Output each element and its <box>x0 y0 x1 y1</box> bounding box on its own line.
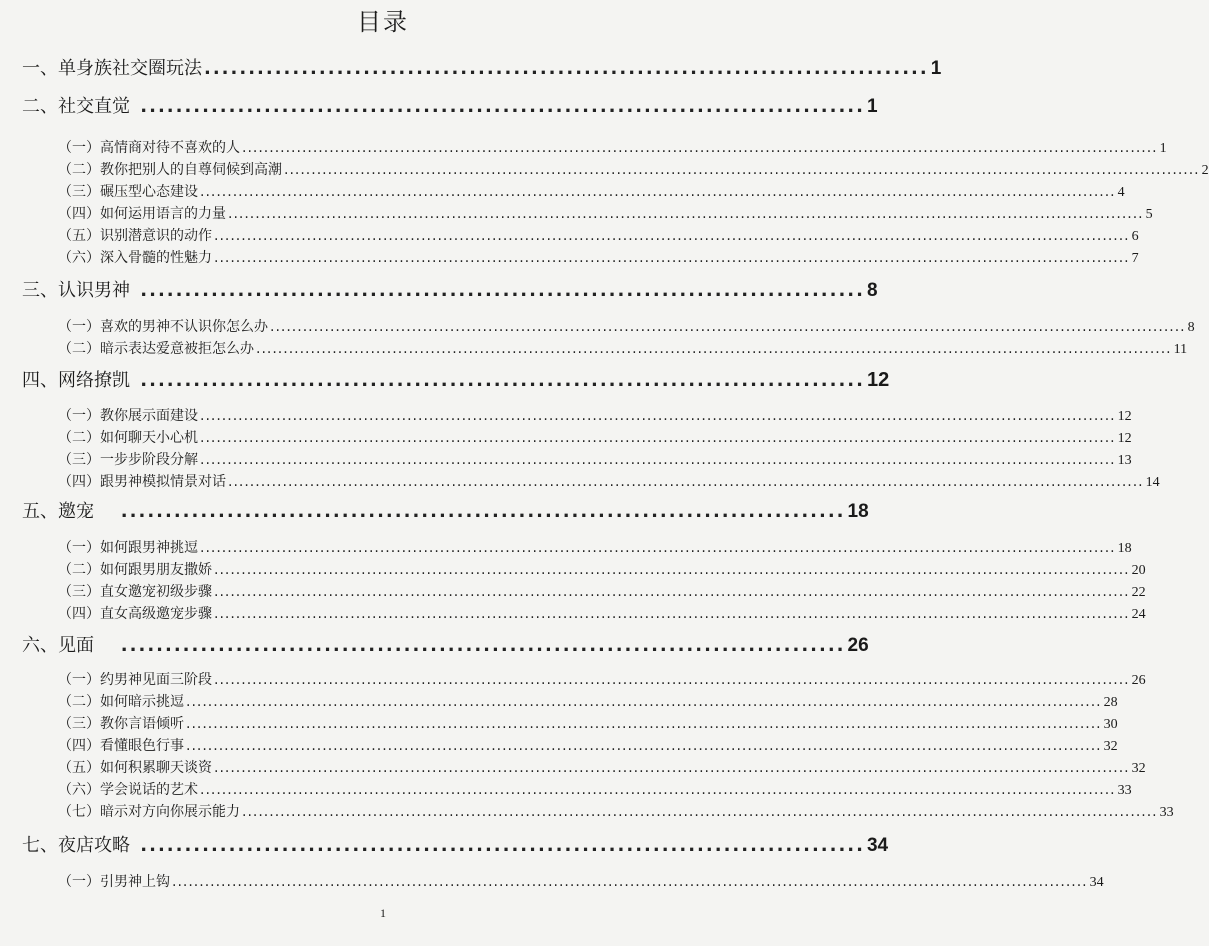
leader-dots: ........................................................................................................................................................................ <box>214 250 1130 266</box>
leader-dots: ........................................................................................................................................................................ <box>186 738 1102 754</box>
chapter-page-number: 34 <box>866 835 889 856</box>
section-page-number: 14 <box>1145 475 1160 490</box>
leader-dots: ........................................................................................................................................................................ <box>200 408 1116 424</box>
leader-dots: ........................................................................................................................................................................ <box>284 162 1200 178</box>
toc-chapter-3 <box>22 276 878 302</box>
section-page-number: 2 <box>1201 163 1209 178</box>
section-label: （二）如何暗示挑逗 <box>58 694 184 710</box>
section-page-number: 13 <box>1117 453 1132 468</box>
toc-chapter-5 <box>22 497 869 523</box>
leader-dots: ........................................................................................................................................................................ <box>200 184 1116 200</box>
section-page-number: 11 <box>1173 342 1188 357</box>
toc-section <box>58 247 1139 267</box>
section-page-number: 1 <box>1159 141 1167 156</box>
section-page-number: 5 <box>1145 207 1153 222</box>
toc-section <box>58 137 1167 157</box>
leader-dots: ........................................................................................................................................................................ <box>214 760 1130 776</box>
section-label: （五）如何积累聊天谈资 <box>58 760 212 776</box>
section-page-number: 30 <box>1103 717 1118 732</box>
toc-chapter-6 <box>22 631 869 657</box>
chapter-page-number: 12 <box>866 369 890 391</box>
section-page-number: 28 <box>1103 695 1118 710</box>
leader-dots: ........................................................................................................................................................................ <box>228 474 1144 490</box>
toc-section <box>58 603 1146 623</box>
toc-section <box>58 471 1160 491</box>
chapter-label: 三、认识男神 <box>22 280 130 301</box>
leader-dots: .................................................................................. <box>132 370 865 391</box>
toc-section <box>58 691 1118 711</box>
leader-dots: .................................................................................. <box>132 280 865 301</box>
chapter-page-number: 1 <box>866 96 878 117</box>
section-page-number: 22 <box>1131 585 1146 600</box>
leader-dots: .................................................................................. <box>132 835 865 856</box>
toc-section <box>58 713 1118 733</box>
chapter-label: 一、单身族社交圈玩法 <box>22 58 202 79</box>
toc-section <box>58 225 1139 245</box>
leader-dots: .................................................................................. <box>96 501 846 522</box>
section-label: （四）直女高级邀宠步骤 <box>58 606 212 622</box>
page-title: 目录 <box>357 8 409 36</box>
section-label: （一）引男神上钩 <box>58 874 170 890</box>
leader-dots: ........................................................................................................................................................................ <box>200 540 1116 556</box>
toc-section <box>58 801 1174 821</box>
toc-section <box>58 181 1125 201</box>
section-label: （一）约男神见面三阶段 <box>58 672 212 688</box>
toc-section <box>58 338 1188 358</box>
section-page-number: 26 <box>1131 673 1146 688</box>
toc-section <box>58 669 1146 689</box>
leader-dots: ........................................................................................................................................................................ <box>242 804 1158 820</box>
leader-dots: .................................................................................. <box>96 635 846 656</box>
toc-section <box>58 559 1146 579</box>
leader-dots: ........................................................................................................................................................................ <box>172 874 1088 890</box>
leader-dots: .................................................................................. <box>132 96 865 117</box>
toc-section <box>58 159 1209 179</box>
leader-dots: ........................................................................................................................................................................ <box>214 562 1130 578</box>
leader-dots: ........................................................................................................................................................................ <box>214 606 1130 622</box>
leader-dots: .................................................................................. <box>204 58 929 79</box>
section-page-number: 33 <box>1117 783 1132 798</box>
leader-dots: ........................................................................................................................................................................ <box>200 430 1116 446</box>
section-label: （二）暗示表达爱意被拒怎么办 <box>58 341 254 357</box>
section-label: （六）学会说话的艺术 <box>58 782 198 798</box>
toc-chapter-1 <box>22 54 942 80</box>
section-label: （一）教你展示面建设 <box>58 408 198 424</box>
leader-dots: ........................................................................................................................................................................ <box>200 782 1116 798</box>
toc-chapter-4 <box>22 366 890 392</box>
leader-dots: ........................................................................................................................................................................ <box>200 452 1116 468</box>
section-label: （一）如何跟男神挑逗 <box>58 540 198 556</box>
section-label: （五）识别潜意识的动作 <box>58 228 212 244</box>
leader-dots: ........................................................................................................................................................................ <box>214 584 1130 600</box>
section-page-number: 18 <box>1117 541 1132 556</box>
leader-dots: ........................................................................................................................................................................ <box>256 341 1172 357</box>
section-page-number: 4 <box>1117 185 1125 200</box>
toc-chapter-2 <box>22 92 878 118</box>
toc-section <box>58 735 1118 755</box>
section-label: （四）看懂眼色行事 <box>58 738 184 754</box>
leader-dots: ........................................................................................................................................................................ <box>228 206 1144 222</box>
section-page-number: 7 <box>1131 251 1139 266</box>
toc-section <box>58 581 1146 601</box>
section-page-number: 33 <box>1159 805 1174 820</box>
toc-section <box>58 537 1132 557</box>
leader-dots: ........................................................................................................................................................................ <box>242 140 1158 156</box>
section-page-number: 6 <box>1131 229 1139 244</box>
section-label: （一）高情商对待不喜欢的人 <box>58 140 240 156</box>
section-label: （三）碾压型心态建设 <box>58 184 198 200</box>
chapter-label: 四、网络撩凯 <box>22 370 130 391</box>
chapter-label: 七、夜店攻略 <box>22 835 130 856</box>
toc-section <box>58 757 1146 777</box>
toc-section <box>58 871 1104 891</box>
section-label: （六）深入骨髓的性魅力 <box>58 250 212 266</box>
chapter-page-number: 26 <box>847 635 869 656</box>
section-label: （四）如何运用语言的力量 <box>58 206 226 222</box>
section-label: （三）一步步阶段分解 <box>58 452 198 468</box>
chapter-label: 二、社交直觉 <box>22 96 130 117</box>
toc-section <box>58 316 1195 336</box>
section-page-number: 8 <box>1187 320 1195 335</box>
section-label: （二）教你把别人的自尊伺候到高潮 <box>58 162 282 178</box>
leader-dots: ........................................................................................................................................................................ <box>270 319 1186 335</box>
leader-dots: ........................................................................................................................................................................ <box>214 672 1130 688</box>
section-page-number: 32 <box>1131 761 1146 776</box>
toc-chapter-7 <box>22 831 889 857</box>
leader-dots: ........................................................................................................................................................................ <box>186 716 1102 732</box>
chapter-page-number: 1 <box>930 58 942 79</box>
toc-section <box>58 779 1132 799</box>
section-page-number: 34 <box>1089 875 1104 890</box>
chapter-page-number: 8 <box>866 280 878 301</box>
section-label: （二）如何跟男朋友撒娇 <box>58 562 212 578</box>
chapter-label: 六、见面 <box>22 635 94 656</box>
section-label: （二）如何聊天小心机 <box>58 430 198 446</box>
toc-section <box>58 449 1132 469</box>
toc-section <box>58 203 1153 223</box>
section-label: （三）直女邀宠初级步骤 <box>58 584 212 600</box>
section-label: （一）喜欢的男神不认识你怎么办 <box>58 319 268 335</box>
page-footer-number: 1 <box>380 906 386 920</box>
leader-dots: ........................................................................................................................................................................ <box>186 694 1102 710</box>
chapter-label: 五、邀宠 <box>22 501 94 522</box>
section-label: （三）教你言语倾听 <box>58 716 184 732</box>
section-page-number: 24 <box>1131 607 1146 622</box>
section-page-number: 12 <box>1117 431 1132 446</box>
section-page-number: 32 <box>1103 739 1118 754</box>
section-page-number: 20 <box>1131 563 1146 578</box>
section-label: （七）暗示对方向你展示能力 <box>58 804 240 820</box>
section-page-number: 12 <box>1117 409 1132 424</box>
toc-section <box>58 405 1132 425</box>
chapter-page-number: 18 <box>847 501 869 522</box>
toc-section <box>58 427 1132 447</box>
section-label: （四）跟男神模拟情景对话 <box>58 474 226 490</box>
leader-dots: ........................................................................................................................................................................ <box>214 228 1130 244</box>
